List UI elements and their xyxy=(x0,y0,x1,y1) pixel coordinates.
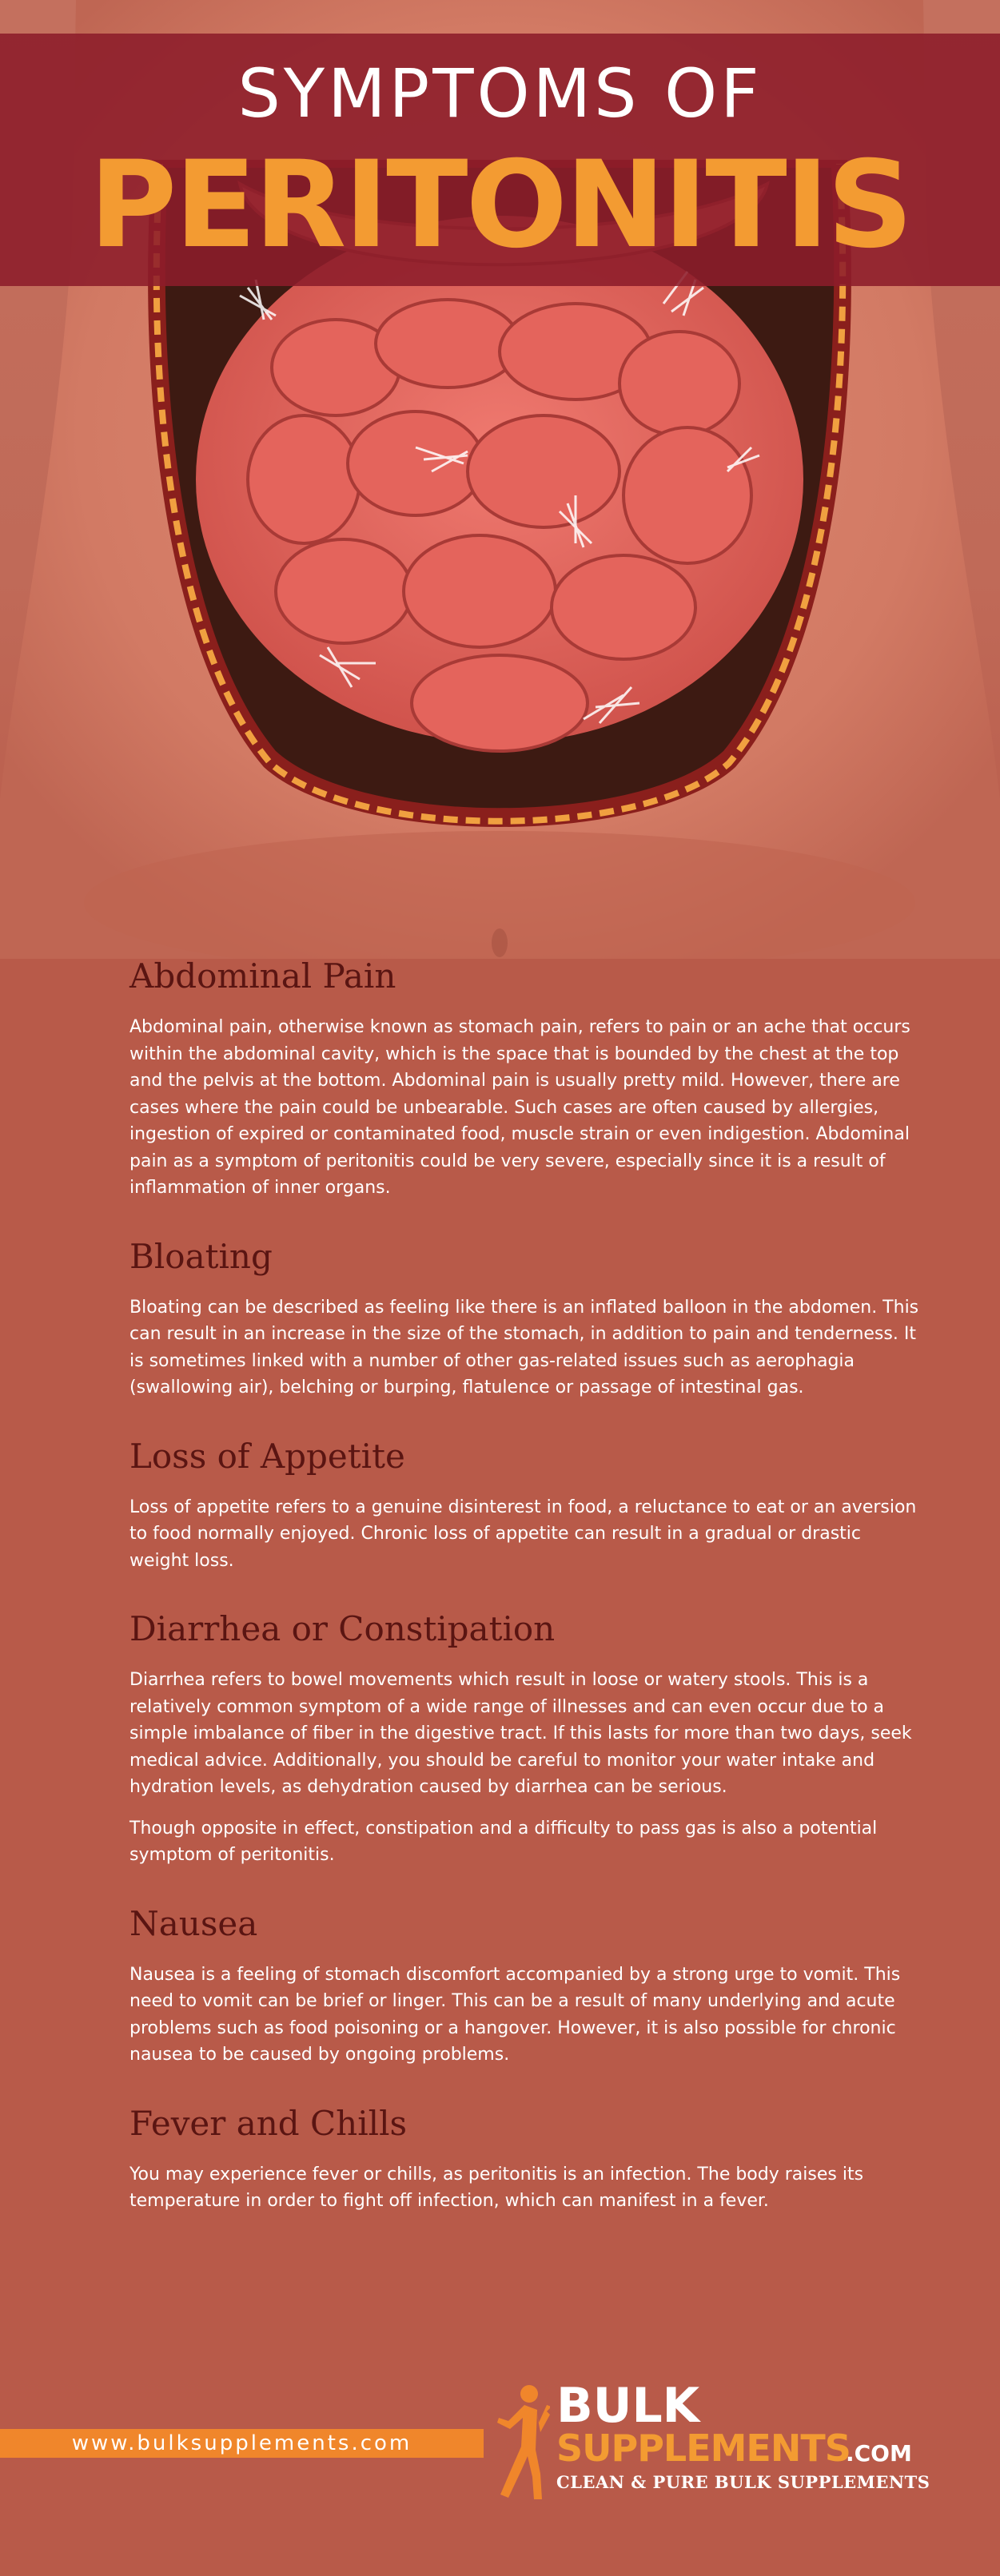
section-paragraph: Nausea is a feeling of stomach discomfort accompanied by a strong urge to vomit. This need to vomit can be brief or linger. This can be a result of many underlying and acute problems such as food poisoning or a hangover. However, it is also possible for chronic nausea to be caused by ongoing problems. xyxy=(129,1964,901,2065)
section-nausea xyxy=(129,1902,921,2069)
page-title-line2: PERITONITIS xyxy=(89,136,911,275)
section-heading: Nausea xyxy=(129,1903,258,1943)
section-paragraph: Bloating can be described as feeling like there is an inflated balloon in the abdomen. This can result in an increase in the size of the stomach, in addition to pain and tenderness. It is sometimes linked with a number of other gas-related issues such as aerophagia (swallowing air), belching or burping, flatulence or passage of intestinal gas. xyxy=(129,1297,919,1397)
section-heading: Fever and Chills xyxy=(129,2103,408,2143)
brand-suffix: .COM xyxy=(846,2440,912,2467)
section-paragraph: Diarrhea refers to bowel movements which result in loose or watery stools. This is a relatively common symptom of a wide range of illnesses and can even occur due to a simple imbalance of fiber in the digestive tract. If this lasts for more than two days, seek medical advice. Additionally, you should be careful to monitor your water intake and hydration levels, as dehydration caused by diarrhea can be serious. xyxy=(129,1670,912,1797)
athlete-figure-icon xyxy=(494,2383,550,2502)
section-paragraph: Loss of appetite refers to a genuine disinterest in food, a reluctance to eat or an aversion to food normally enjoyed. Chronic loss of appetite can result in a gradual or drastic weight loss. xyxy=(129,1497,917,1571)
brand-tagline: CLEAN & PURE BULK SUPPLEMENTS xyxy=(556,2472,930,2492)
section-loss-of-appetite xyxy=(129,1435,921,1575)
section-bloating xyxy=(129,1235,921,1401)
footer-url-link[interactable]: www.bulksupplements.com xyxy=(71,2431,412,2455)
section-heading: Abdominal Pain xyxy=(129,956,396,996)
symptoms-list xyxy=(129,955,921,2248)
section-paragraph: Though opposite in effect, constipation and a difficulty to pass gas is also a potential symptom of peritonitis. xyxy=(129,1818,878,1865)
section-fever-chills xyxy=(129,2102,921,2215)
page-title-line1: SYMPTOMS OF xyxy=(237,54,763,133)
brand-name-line2: SUPPLEMENTS xyxy=(556,2427,851,2470)
section-heading: Loss of Appetite xyxy=(129,1436,405,1476)
section-heading: Bloating xyxy=(129,1236,273,1276)
section-paragraph: Abdominal pain, otherwise known as stomach pain, refers to pain or an ache that occurs within the abdominal cavity, which is the space that is bounded by the chest at the top and the pelvis at the bottom. Abdominal pain is usually pretty mild. However, there are cases where the pain could be unbearable. Such cases are often caused by allergies, ingestion of expired or contaminated food, muscle strain or even indigestion. Abdominal pain as a symptom of peritonitis could be very severe, especially since it is a result of inflammation of inner organs. xyxy=(129,1017,910,1198)
section-diarrhea-constipation xyxy=(129,1608,921,1869)
section-heading: Diarrhea or Constipation xyxy=(129,1609,556,1648)
brand-name-line1: BULK xyxy=(556,2378,700,2434)
section-abdominal-pain xyxy=(129,955,921,1202)
brand-logo[interactable] xyxy=(494,2378,942,2501)
section-paragraph: You may experience fever or chills, as peritonitis is an infection. The body raises its temperature in order to fight off infection, which can manifest in a fever. xyxy=(129,2164,864,2211)
